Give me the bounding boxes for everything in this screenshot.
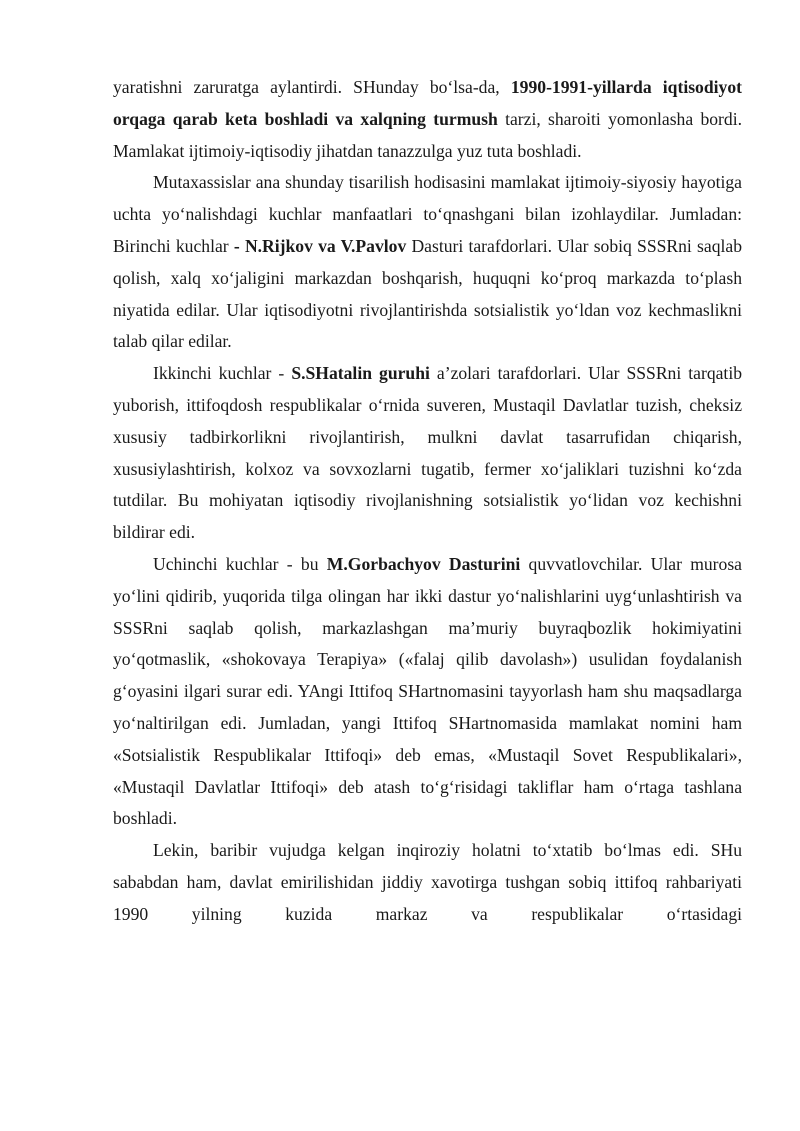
text-run: Lekin, baribir vujudga kelgan inqiroziy holatni to‘xtatib bo‘lmas edi. SHu sababdan ham, davlat emirilishidan jiddiy xavotirga tushgan sobiq ittifoq rahbariyati 1990 yilning kuzida markaz va respublikalar o‘rtasidagi: [113, 840, 742, 924]
bold-text-run: 1990-1991-yillarda iqtisodiyot orqaga qarab keta boshladi va xalqning turmush: [113, 77, 742, 129]
text-run: Uchinchi kuchlar - bu: [153, 553, 327, 574]
paragraph: [113, 72, 742, 167]
paragraph: [113, 835, 742, 930]
text-run: yaratishni zaruratga aylantirdi. SHunday bo‘lsa-da,: [113, 77, 511, 97]
bold-text-run: S.SHatalin guruhi: [291, 363, 430, 384]
bold-text-run: - N.Rijkov va V.Pavlov: [233, 235, 407, 256]
text-run: quvvatlovchilar. Ular murosa yo‘lini qidirib, yuqorida tilga olingan har ikki dastur yo‘nalishlarini uyg‘unlashtirish va SSSRni saqlab qolish, markazlashgan ma’muriy buyraqbozlik hokimiyatini yo‘qotmaslik, «shokovaya Terapiya» («falaj qilib davolash») usulidan foydalanish g‘oyasini ilgari surar edi. YAngi Ittifoq SHartnomasini tayyorlash ham shu maqsadlarga yo‘naltirilgan edi. Jumladan, yangi Ittifoq SHartnomasida mamlakat nomini ham «Sotsialistik Respublikalar Ittifoqi» deb emas, «Mustaqil Sovet Respublikalari», «Mustaqil Davlatlar Ittifoqi» deb atash to‘g‘risidagi takliflar ham o‘rtaga tashlana boshladi.: [113, 553, 742, 829]
bold-text-run: M.Gorbachyov Dasturini: [326, 553, 521, 574]
text-run: Ikkinchi kuchlar -: [153, 363, 292, 384]
text-run: tarzi, sharoiti yomonlasha bordi. Mamlakat ijtimoiy-iqtisodiy jihatdan tanazzulga yuz tuta boshladi.: [113, 108, 742, 161]
paragraph: [113, 549, 742, 835]
paragraph: [113, 358, 742, 549]
document-body: [113, 72, 742, 931]
paragraph: [113, 167, 742, 358]
text-run: a’zolari tarafdorlari. Ular SSSRni tarqatib yuborish, ittifoqdosh respublikalar o‘rnida suveren, Mustaqil Davlatlar tuzish, cheksiz xususiy tadbirkorlikni rivojlantirish, mulkni davlat tasarrufidan chiqarish, xususiylashtirish, kolxoz va sovxozlarni tugatib, fermer xo‘jaliklari tuzishni ko‘zda tutdilar. Bu mohiyatan iqtisodiy rivojlanishning sotsialistik yo‘lidan voz kechishni bildirar edi.: [113, 363, 742, 543]
text-run: Dasturi tarafdorlari. Ular sobiq SSSRni saqlab qolish, xalq xo‘jaligini markazdan boshqarish, huquqni ko‘proq markazda to‘plash niyatida edilar. Ular iqtisodiyotni rivojlantirishda sotsialistik yo‘ldan voz kechmaslikni talab qilar edilar.: [113, 235, 742, 352]
text-run: Mutaxassislar ana shunday tisarilish hodisasini mamlakat ijtimoiy-siyosiy hayotiga uchta yo‘nalishdagi kuchlar manfaatlari to‘qnashgani bilan izohlaydilar. Jumladan: Birinchi kuchlar: [113, 172, 742, 256]
